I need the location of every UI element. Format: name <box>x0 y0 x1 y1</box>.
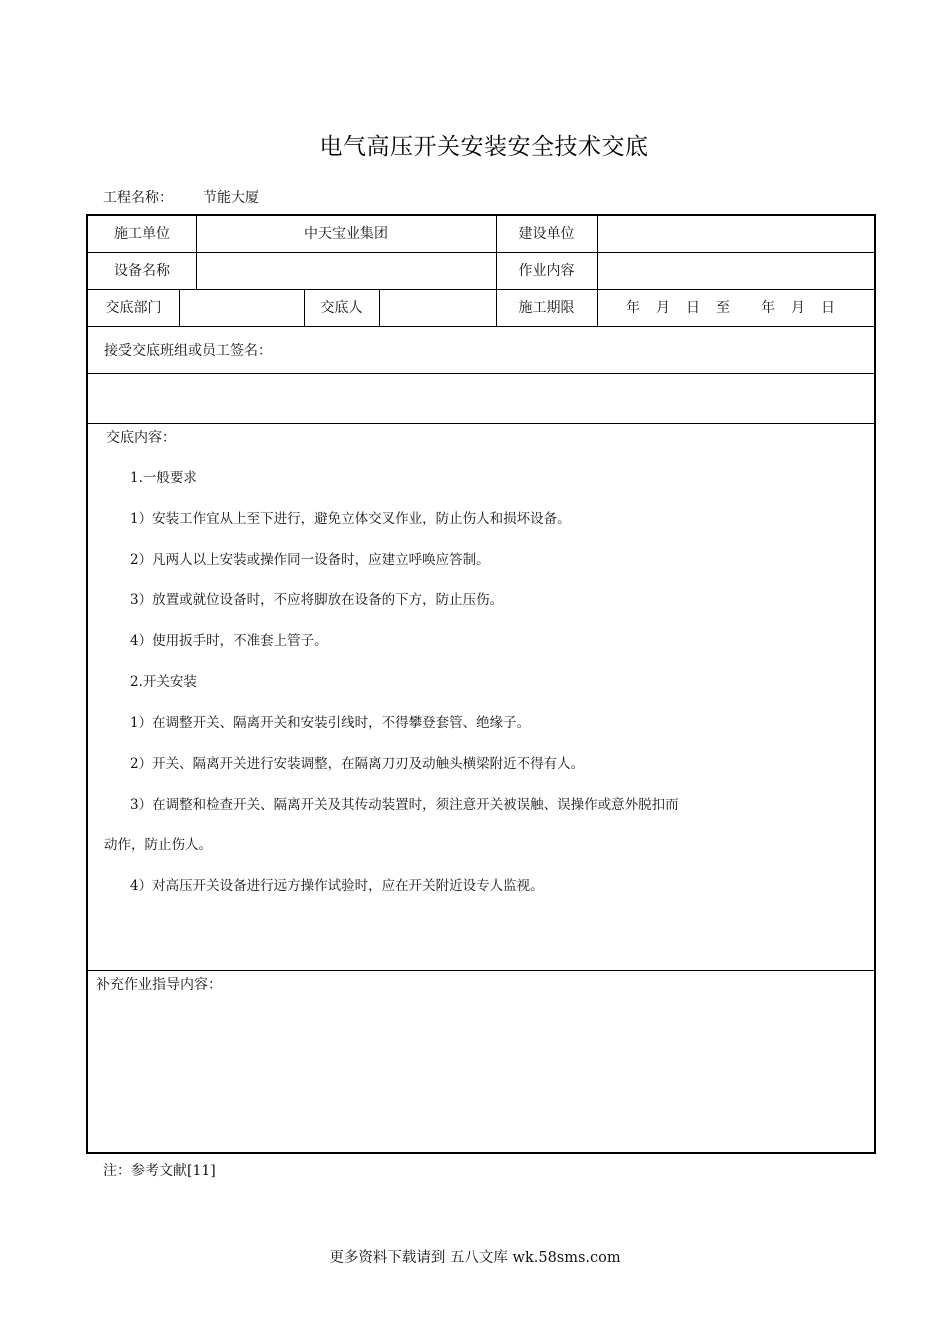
owner-unit-label: 建设单位 <box>518 226 575 242</box>
project-name-row <box>103 187 259 207</box>
content-line: 1）安装工作宜从上至下进行，避免立体交叉作业，防止伤人和损坏设备。 <box>130 511 571 527</box>
column-divider <box>179 289 180 326</box>
document-title: 电气高压开关安装安全技术交底 <box>319 134 649 160</box>
supplement-label: 补充作业指导内容： <box>96 977 222 993</box>
disclosure-dept-label: 交底部门 <box>105 300 162 316</box>
content-line: 1）在调整开关、隔离开关和安装引线时，不得攀登套管、绝缘子。 <box>130 715 531 731</box>
row-divider <box>88 423 874 424</box>
disclosure-content-label: 交底内容： <box>106 430 176 446</box>
content-line: 3）在调整和检查开关、隔离开关及其传动装置时，须注意开关被误触、误操作或意外脱扣而 <box>130 797 679 813</box>
content-line: 4）使用扳手时，不准套上管子。 <box>130 633 328 649</box>
content-line: 2）开关、隔离开关进行安装调整，在隔离刀刃及动触头横梁附近不得有人。 <box>130 756 585 772</box>
disclosure-form-table <box>86 214 876 1154</box>
discloser-label: 交底人 <box>320 300 363 316</box>
project-name-label: 工程名称： <box>103 190 173 206</box>
row-divider <box>88 970 874 971</box>
construction-period-label: 施工期限 <box>518 300 575 316</box>
row-divider <box>88 373 874 374</box>
content-line: 4）对高压开关设备进行远方操作试验时，应在开关附近设专人监视。 <box>130 878 544 894</box>
reference-note: 注：参考文献[11] <box>103 1163 216 1179</box>
work-content-label: 作业内容 <box>518 263 575 279</box>
construction-unit-label: 施工单位 <box>114 226 170 242</box>
row-divider <box>88 289 874 290</box>
content-line: 动作，防止伤人。 <box>104 837 212 853</box>
equipment-name-label: 设备名称 <box>114 263 170 279</box>
content-line: 3）放置或就位设备时，不应将脚放在设备的下方，防止压伤。 <box>130 592 504 608</box>
column-divider <box>379 289 380 326</box>
project-name-value: 节能大厦 <box>203 190 259 206</box>
signature-label: 接受交底班组或员工签名： <box>104 343 272 359</box>
content-line: 2.开关安装 <box>130 674 197 690</box>
content-line: 2）凡两人以上安装或操作同一设备时，应建立呼唤应答制。 <box>130 552 490 568</box>
row-divider <box>88 252 874 253</box>
content-line: 1.一般要求 <box>130 470 197 486</box>
footer-text: 更多资料下载请到 五八文库 wk.58sms.com <box>329 1250 621 1266</box>
construction-period-value: 年 月 日 至 年 月 日 <box>626 300 836 316</box>
construction-unit-value: 中天宝业集团 <box>304 226 388 242</box>
column-divider <box>597 216 598 326</box>
row-divider <box>88 326 874 327</box>
